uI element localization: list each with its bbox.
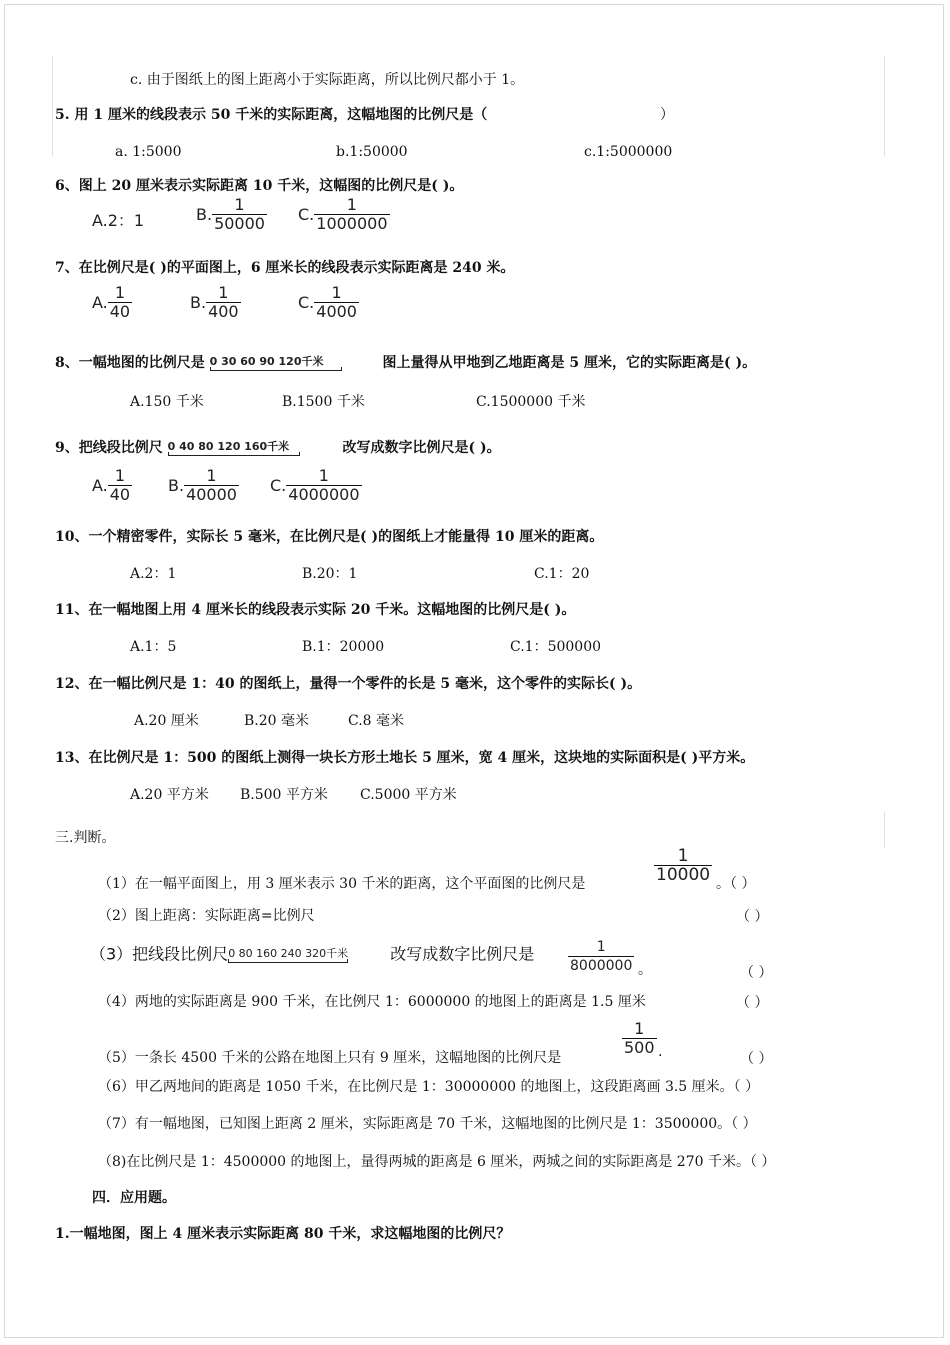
judge-5-fraction [622,1020,657,1057]
scale-bar [210,367,342,371]
numerator: 1 [346,195,357,214]
q5-option-a: a. 1:5000 [115,144,182,160]
numerator: 1 [114,466,126,485]
denominator: 40000 [186,485,237,504]
denominator: 40 [109,302,131,321]
numerator: 1 [234,195,245,214]
j3-suffix: 改写成数字比例尺是 [390,944,535,964]
fraction [286,467,361,504]
question-7: 7、在比例尺是( )的平面图上，6 厘米长的线段表示实际距离是 240 米。 [55,260,515,276]
divider [52,56,53,156]
numerator: 1 [218,283,229,302]
fraction [184,467,239,504]
option-c-statement: c. 由于图纸上的图上距离小于实际距离，所以比例尺都小于 1。 [130,72,525,88]
q12-option-a: A.20 厘米 [134,713,199,729]
question-11: 11、在一幅地图上用 4 厘米长的线段表示实际 20 千米。这幅地图的比例尺是( )。 [55,602,576,618]
fraction [108,467,132,504]
q5-option-c: c.1:5000000 [584,144,673,160]
q6-option-b-label: B. [196,205,213,224]
q11-option-a: A.1：5 [130,639,177,655]
q12-option-b: B.20 毫米 [244,713,310,729]
denominator: 400 [208,302,239,321]
section-3-title: 三.判断。 [55,830,116,846]
question-8 [55,352,756,374]
q7-option-b-label: B. [190,293,207,312]
judge-3-fraction [568,938,634,975]
q9-option-b [168,467,239,504]
judge-3-end: 。 [638,962,652,978]
j3-prefix: （3）把线段比例尺 [90,944,229,964]
q7-option-c-label: C. [298,293,315,312]
divider [884,812,885,848]
numerator: 1 [318,466,329,485]
q8-suffix: 图上量得从甲地到乙地距离是 5 厘米，它的实际距离是( )。 [382,355,757,371]
q9-option-a-label: A. [92,476,108,495]
q6-option-a-label: A.2：1 [92,211,145,230]
denominator: 40 [109,485,131,504]
judge-5-answer: （ ） [740,1051,773,1067]
q9-option-c-label: C. [270,476,287,495]
scale-ticks: 0 80 160 240 320千米 [228,947,349,960]
question-5: 5. 用 1 厘米的线段表示 50 千米的实际距离，这幅地图的比例尺是（ [55,107,488,123]
denominator: 50000 [214,214,265,233]
q11-option-c: C.1：500000 [510,639,602,655]
q5-option-b: b.1:50000 [336,144,408,160]
q8-option-a: A.150 千米 [130,394,204,410]
judge-6: （6）甲乙两地间的距离是 1050 千米，在比例尺是 1：30000000 的地图上，这段距离画 3.5 厘米。（ ） [98,1079,760,1095]
judge-4: （4）两地的实际距离是 900 千米，在比例尺 1：6000000 的地图上的距离是 1.5 厘米 [98,994,646,1010]
page-frame [4,4,944,1338]
judge-2-answer: （ ） [736,909,769,925]
question-13: 13、在比例尺是 1：500 的图纸上测得一块长方形土地长 5 厘米，宽 4 厘米，这块地的实际面积是( )平方米。 [55,750,755,766]
judge-3-answer: （ ） [740,965,773,981]
line-scale [210,352,378,374]
fraction [622,1020,657,1057]
q6-option-c-label: C. [298,205,315,224]
q8-prefix: 8、一幅地图的比例尺是 [55,355,205,371]
q9-suffix: 改写成数字比例尺是( )。 [342,440,501,456]
numerator: 1 [206,466,217,485]
judge-4-answer: （ ） [736,995,769,1011]
judge-2: （2）图上距离：实际距离=比例尺 [98,908,315,924]
judge-5: （5）一条长 4500 千米的公路在地图上只有 9 厘米，这幅地图的比例尺是 [98,1050,562,1066]
scale-bar [228,959,348,963]
judge-1: （1）在一幅平面图上，用 3 厘米表示 30 千米的距离，这个平面图的比例尺是 [98,876,586,892]
q6-option-b [196,196,267,233]
scale-ticks: 0 30 60 90 120千米 [209,355,324,368]
fraction [212,196,267,233]
q6-option-c [298,196,390,233]
application-question-1: 1.一幅地图，图上 4 厘米表示实际距离 80 千米，求这幅地图的比例尺？ [55,1226,511,1242]
denominator: 4000 [316,302,357,321]
q9-option-c [270,467,362,504]
numerator: 1 [114,283,126,302]
numerator: 1 [634,1019,645,1038]
q7-option-a [92,284,132,321]
judge-1-end: 。（ ） [716,876,756,892]
section-4-title: 四．应用题。 [92,1190,176,1206]
q8-option-b: B.1500 千米 [282,394,365,410]
q9-prefix: 9、把线段比例尺 [55,440,163,456]
judge-7: （7）有一幅地图，已知图上距离 2 厘米，实际距离是 70 千米，这幅地图的比例尺是 1：3500000。（ ） [98,1116,757,1132]
scale-ticks: 0 40 80 120 160千米 [167,440,290,453]
scale-bar [168,452,300,456]
q12-option-c: C.8 毫米 [348,713,405,729]
q13-option-b: B.500 平方米 [240,787,328,803]
question-5-close: ） [660,107,674,123]
fraction [314,284,359,321]
fraction [206,284,241,321]
q7-option-c [298,284,359,321]
question-9 [55,437,501,459]
denominator: 500 [624,1038,655,1057]
denominator: 10000 [656,865,711,885]
judge-8: （8)在比例尺是 1：4500000 的地图上，量得两城的距离是 6 厘米，两城之间的实际距离是 270 千米。（ ） [98,1154,776,1170]
judge-1-fraction [654,847,712,884]
q9-option-b-label: B. [168,476,185,495]
q7-option-a-label: A. [92,293,108,312]
fraction [568,938,634,975]
q10-option-c: C.1：20 [534,566,590,582]
q13-option-c: C.5000 平方米 [360,787,457,803]
q8-option-c: C.1500000 千米 [476,394,586,410]
fraction [314,196,389,233]
fraction [108,284,132,321]
q9-option-a [92,467,132,504]
q11-option-b: B.1：20000 [302,639,385,655]
divider [884,56,885,156]
judge-5-end: . [658,1044,663,1060]
numerator: 1 [677,846,689,866]
q6-option-a [92,208,144,231]
q13-option-a: A.20 平方米 [130,787,209,803]
q7-option-b [190,284,241,321]
question-6: 6、图上 20 厘米表示实际距离 10 千米，这幅图的比例尺是( )。 [55,178,464,194]
q10-option-a: A.2：1 [130,566,177,582]
fraction [654,847,712,884]
line-scale [168,437,338,459]
question-12: 12、在一幅比例尺是 1：40 的图纸上，量得一个零件的长是 5 毫米，这个零件的实际长( )。 [55,676,642,692]
q10-option-b: B.20：1 [302,566,358,582]
line-scale [228,944,390,966]
denominator: 8000000 [570,958,633,974]
question-10: 10、一个精密零件，实际长 5 毫米，在比例尺是( )的图纸上才能量得 10 厘米的距离。 [55,529,604,545]
denominator: 1000000 [316,214,388,233]
judge-3 [90,944,534,966]
numerator: 1 [596,939,606,955]
numerator: 1 [331,283,342,302]
denominator: 4000000 [288,485,360,504]
